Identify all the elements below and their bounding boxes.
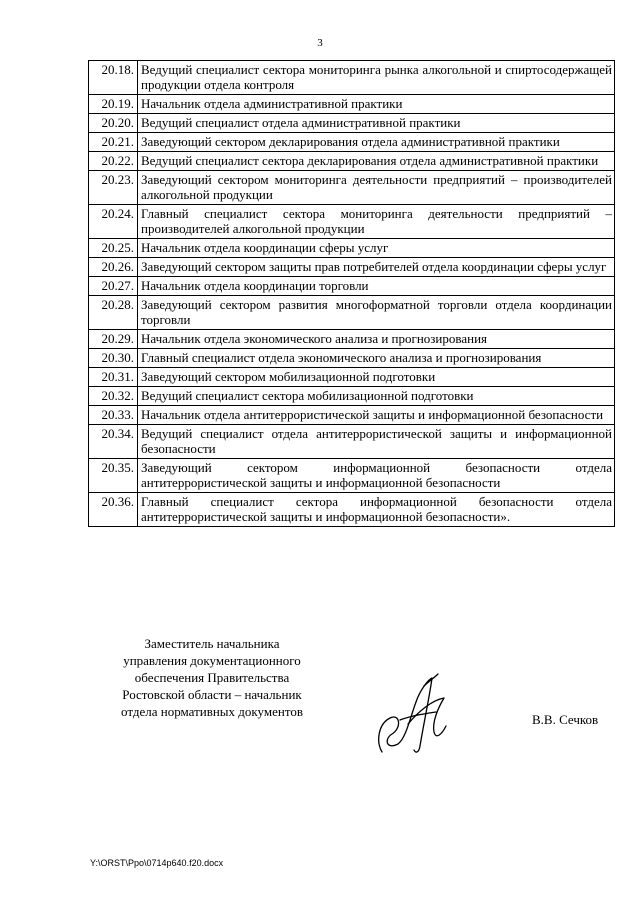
row-number: 20.30. [89,349,138,368]
positions-table [88,60,615,527]
position-title: Ведущий специалист сектора мобилизационной подготовки [138,387,615,406]
signatory-line: управления документационного [123,653,301,668]
position-title: Главный специалист отдела экономического анализа и прогнозирования [138,349,615,368]
signatory-line: Ростовской области – начальник [122,687,302,702]
row-number: 20.18. [89,61,138,95]
position-title: Начальник отдела координации сферы услуг [138,239,615,258]
table-row [89,152,615,171]
position-title: Начальник отдела экономического анализа и прогнозирования [138,330,615,349]
position-title: Начальник отдела административной практики [138,95,615,114]
table-row [89,493,615,527]
position-title: Заведующий сектором мобилизационной подготовки [138,368,615,387]
position-title: Заведующий сектором декларирования отдела административной практики [138,133,615,152]
position-title: Главный специалист сектора мониторинга деятельности предприятий – производителей алкогольной продукции [138,205,615,239]
handwritten-signature-icon [372,672,456,758]
table-row [89,459,615,493]
row-number: 20.22. [89,152,138,171]
row-number: 20.31. [89,368,138,387]
position-title: Заведующий сектором защиты прав потребителей отдела координации сферы услуг [138,258,615,277]
table-row [89,349,615,368]
table-row [89,296,615,330]
signatory-line: Заместитель начальника [144,636,280,651]
table-row [89,258,615,277]
table-row [89,277,615,296]
row-number: 20.33. [89,406,138,425]
document-file-path: Y:\ORST\Ppo\0714p640.f20.docx [90,858,224,868]
signatory-block [112,635,312,720]
position-title: Ведущий специалист отдела административной практики [138,114,615,133]
signatory-line: обеспечения Правительства [134,670,290,685]
row-number: 20.32. [89,387,138,406]
position-title: Главный специалист сектора информационной безопасности отдела антитеррористической защиты и информационной безопасности». [138,493,615,527]
position-title: Начальник отдела антитеррористической защиты и информационной безопасности [138,406,615,425]
table-row [89,387,615,406]
position-title: Заведующий сектором развития многоформатной торговли отдела координации торговли [138,296,615,330]
position-title: Начальник отдела координации торговли [138,277,615,296]
table-row [89,133,615,152]
signer-name: В.В. Сечков [532,712,599,727]
table-row [89,205,615,239]
row-number: 20.28. [89,296,138,330]
row-number: 20.29. [89,330,138,349]
row-number: 20.20. [89,114,138,133]
row-number: 20.25. [89,239,138,258]
position-title: Ведущий специалист сектора декларирования отдела административной практики [138,152,615,171]
row-number: 20.27. [89,277,138,296]
position-title: Ведущий специалист отдела антитеррористической защиты и информационной безопасности [138,425,615,459]
row-number: 20.34. [89,425,138,459]
row-number: 20.19. [89,95,138,114]
table-row [89,171,615,205]
position-title: Заведующий сектором мониторинга деятельности предприятий – производителей алкогольной продукции [138,171,615,205]
row-number: 20.24. [89,205,138,239]
table-row [89,368,615,387]
table-row [89,406,615,425]
table-row [89,239,615,258]
signatory-line: отдела нормативных документов [121,704,303,719]
table-row [89,330,615,349]
row-number: 20.35. [89,459,138,493]
row-number: 20.21. [89,133,138,152]
row-number: 20.23. [89,171,138,205]
table-row [89,61,615,95]
row-number: 20.36. [89,493,138,527]
table-row [89,425,615,459]
position-title: Ведущий специалист сектора мониторинга рынка алкогольной и спиртосодержащей продукции отдела контроля [138,61,615,95]
table-row [89,95,615,114]
table-row [89,114,615,133]
position-title: Заведующий сектором информационной безопасности отдела антитеррористической защиты и информационной безопасности [138,459,615,493]
row-number: 20.26. [89,258,138,277]
page-number: 3 [317,37,323,49]
positions-table-body [89,61,615,527]
